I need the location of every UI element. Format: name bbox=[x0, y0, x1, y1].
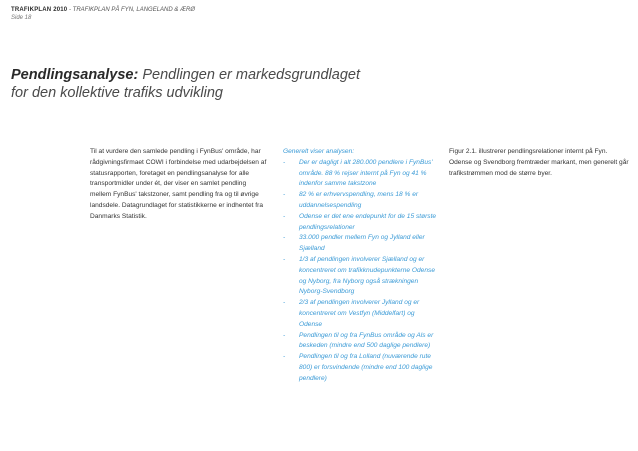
list-item bbox=[283, 331, 439, 353]
findings-list bbox=[283, 158, 439, 385]
section-title-lead: Pendlingsanalyse: bbox=[11, 67, 139, 83]
list-item bbox=[283, 352, 439, 384]
running-header bbox=[11, 6, 195, 22]
list-dash: - bbox=[283, 212, 286, 220]
body-column-2 bbox=[283, 147, 439, 385]
list-dash: - bbox=[283, 234, 286, 242]
section-title bbox=[11, 66, 371, 102]
list-item-text: Pendlingen til og fra Lolland (nuværende rute 800) er forsvindende (mindre end 100 daglige pendlere) bbox=[299, 353, 433, 382]
list-item-text: 1/3 af pendlingen involverer Sjælland og er koncentreret om trafikknudepunkterne Odense og Nyborg, fra Nyborg også strækningen Nyborg-Svendborg bbox=[299, 255, 435, 296]
page-number: Side 18 bbox=[11, 15, 32, 21]
header-brand: TRAFIKPLAN 2010 bbox=[11, 7, 68, 13]
figure-reference-paragraph: Figur 2.1. illustrerer pendlingsrelationer internt på Fyn. Odense og Svendborg fremtræder markant, men generelt går trafikstrømmen mod de større byer. bbox=[449, 148, 629, 177]
list-item-text: Pendlingen til og fra FynBus område og Als er beskeden (mindre end 500 daglige pendlere) bbox=[299, 331, 434, 350]
list-dash: - bbox=[283, 255, 286, 263]
list-dash: - bbox=[283, 191, 286, 199]
list-item bbox=[283, 233, 439, 255]
list-dash: - bbox=[283, 331, 286, 339]
list-item-text: 2/3 af pendlingen involverer Jylland og er koncentreret om Vestfyn (Middelfart) og Odense bbox=[299, 299, 420, 328]
body-paragraph: Til at vurdere den samlede pendling i FynBus' område, har rådgivningsfirmaet COWI i forbindelse med udarbejdelsen af statusrapporten, foretaget en pendlingsanalyse for alle transportmidler under ét, der viser en samlet pendling mellem FynBus' takstzoner, samt pendling fra og til øvrige landsdele. Datagrundlaget for statistikkerne er indhentet fra Danmarks Statistik. bbox=[90, 148, 267, 220]
header-subtitle: - TRAFIKPLAN PÅ FYN, LANGELAND & ÆRØ bbox=[67, 7, 196, 13]
list-item-text: 33.000 pendler mellem Fyn og Jylland eller Sjælland bbox=[299, 234, 425, 253]
list-item bbox=[283, 158, 439, 190]
section-title-rest: Pendlingen er markedsgrundlaget for den kollektive trafiks udvikling bbox=[11, 67, 360, 101]
findings-intro: Generelt viser analysen: bbox=[283, 148, 355, 155]
list-item-text: Odense er det ene endepunkt for de 15 største pendlingsrelationer bbox=[299, 212, 437, 231]
body-column-3 bbox=[449, 147, 631, 179]
list-dash: - bbox=[283, 299, 286, 307]
list-dash: - bbox=[283, 353, 286, 361]
list-item bbox=[283, 190, 439, 212]
list-item-text: Der er dagligt i alt 280.000 pendlere i FynBus' område. 88 % rejser internt på Fyn og 41 % indenfor samme takstzone bbox=[299, 158, 433, 188]
header-line bbox=[11, 6, 195, 14]
list-item bbox=[283, 298, 439, 330]
body-column-1 bbox=[90, 147, 268, 223]
list-item-text: 82 % er erhvervspendling, mens 18 % er uddannelsespendling bbox=[299, 191, 419, 209]
list-dash: - bbox=[283, 158, 286, 166]
list-item bbox=[283, 212, 439, 234]
list-item bbox=[283, 255, 439, 298]
